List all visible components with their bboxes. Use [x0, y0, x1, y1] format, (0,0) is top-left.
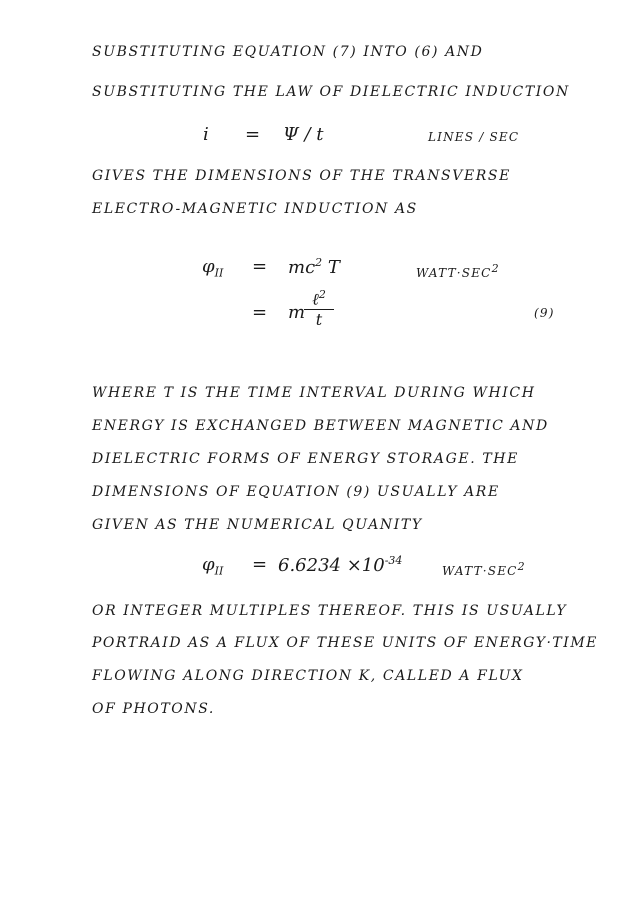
eq-units: $WATT\cdot SEC^2$	[442, 560, 526, 578]
text-line: FLOWING ALONG DIRECTION K, CALLED A FLUX	[92, 668, 524, 684]
eq-value: $6.6234 \times 10^{-34}$	[278, 554, 403, 576]
text-line: SUBSTITUTING EQUATION (7) INTO (6) AND	[92, 44, 484, 60]
text-line: SUBSTITUTING THE LAW OF DIELECTRIC INDUCTION	[92, 84, 570, 100]
text-line: DIMENSIONS OF EQUATION (9) USUALLY ARE	[92, 484, 500, 500]
eq-units: LINES / SEC	[428, 130, 520, 144]
eq-rhs: $mc^2$ T	[288, 256, 340, 278]
eq-equals: =	[245, 124, 261, 145]
equation-number: (9)	[534, 306, 555, 320]
eq-lhs: i	[203, 124, 209, 145]
text-line: DIELECTRIC FORMS OF ENERGY STORAGE. THE	[92, 451, 519, 467]
eq-equals: =	[252, 554, 268, 575]
text-line: OF PHOTONS.	[92, 701, 215, 717]
text-line: ELECTRO-MAGNETIC INDUCTION AS	[92, 201, 418, 217]
eq-m: m	[288, 302, 306, 323]
eq-fraction: ℓ$^2$ t	[304, 286, 334, 329]
text-line: PORTRAID AS A FLUX OF THESE UNITS OF ENERGY·TIME	[92, 635, 598, 651]
text-line: OR INTEGER MULTIPLES THEREOF. THIS IS USUALLY	[92, 603, 568, 619]
text-line: WHERE T IS THE TIME INTERVAL DURING WHICH	[92, 385, 536, 401]
eq-lhs: $\varphi_{II}$	[202, 256, 224, 280]
text-line: GIVEN AS THE NUMERICAL QUANITY	[92, 517, 423, 533]
eq-units: $WATT\cdot SEC^2$	[416, 262, 500, 280]
eq-rhs: Ψ / t	[283, 124, 324, 145]
eq-equals: =	[252, 256, 268, 277]
text-line: ENERGY IS EXCHANGED BETWEEN MAGNETIC AND	[92, 418, 549, 434]
eq-lhs: $\varphi_{II}$	[202, 554, 224, 578]
eq-equals: =	[252, 302, 268, 323]
text-line: GIVES THE DIMENSIONS OF THE TRANSVERSE	[92, 168, 511, 184]
